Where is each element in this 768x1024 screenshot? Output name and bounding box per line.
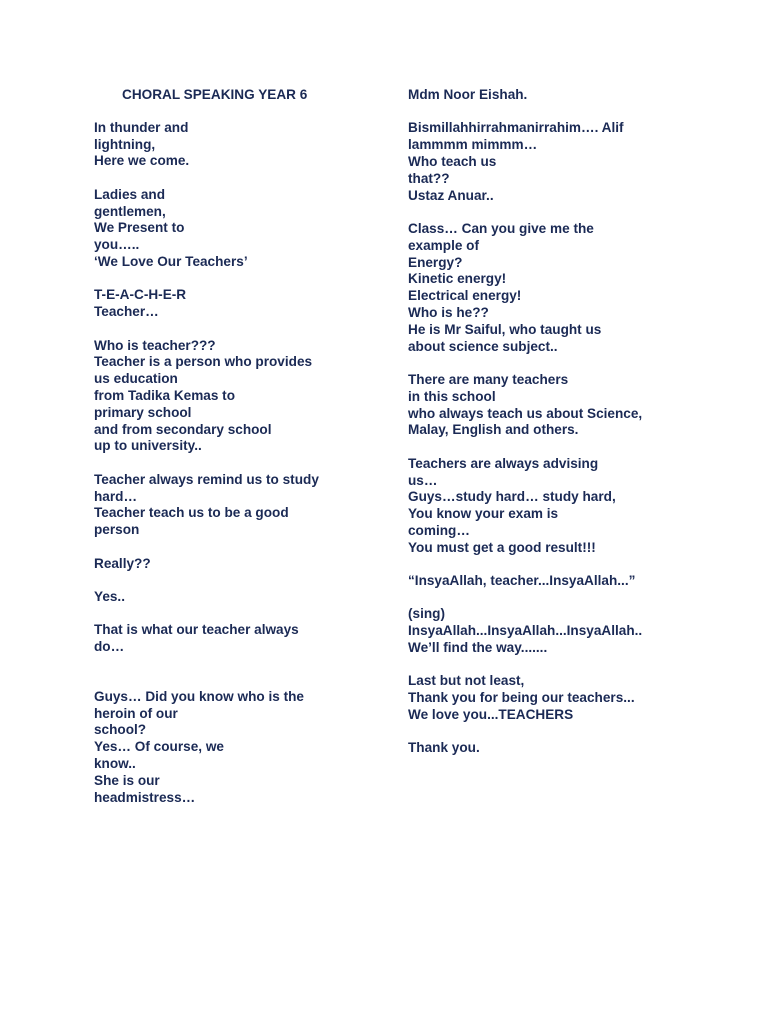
stanza <box>408 120 708 204</box>
left-column <box>94 87 384 823</box>
text-line: She is our <box>94 772 160 788</box>
text-line: In thunder and <box>94 119 189 135</box>
text-line: person <box>94 522 140 538</box>
text-line: You know your exam is <box>408 506 559 522</box>
stanza <box>408 606 708 656</box>
text-line: example of <box>408 237 480 253</box>
text-line: Teacher is a person who provides <box>94 354 313 370</box>
text-line: us education <box>94 371 178 387</box>
text-line: (sing) <box>408 606 445 622</box>
text-line: Here we come. <box>94 153 190 169</box>
text-line: Teachers are always advising <box>408 455 599 471</box>
stanza <box>94 287 384 321</box>
text-line: Kinetic energy! <box>408 271 507 287</box>
text-line: Who teach us <box>408 153 497 169</box>
stanza <box>408 673 708 723</box>
left-stanzas <box>94 120 384 807</box>
stanza <box>408 372 708 439</box>
text-line: T-E-A-C-H-E-R <box>94 287 187 303</box>
text-line: Yes.. <box>94 588 125 604</box>
text-line: lammmm mimmm… <box>408 137 538 153</box>
text-line: Energy? <box>408 254 463 270</box>
text-line: He is Mr Saiful, who taught us <box>408 321 602 337</box>
text-line: coming… <box>408 522 470 538</box>
text-line: Teacher… <box>94 304 159 320</box>
stanza <box>408 456 708 557</box>
text-line: gentlemen, <box>94 203 166 219</box>
text-line: you….. <box>94 237 140 253</box>
text-line: Yes… Of course, we <box>94 739 224 755</box>
text-line: headmistress… <box>94 789 196 805</box>
text-line: in this school <box>408 388 496 404</box>
text-line: Thank you for being our teachers... <box>408 690 635 706</box>
text-line: lightning, <box>94 136 156 152</box>
stanza <box>408 740 708 757</box>
stanza <box>94 120 384 170</box>
text-line: from Tadika Kemas to <box>94 387 236 403</box>
text-line: We Present to <box>94 220 185 236</box>
text-line: Who is teacher??? <box>94 337 216 353</box>
text-line: Ustaz Anuar.. <box>408 187 494 203</box>
text-line: We’ll find the way....... <box>408 640 548 656</box>
text-line: Last but not least, <box>408 673 525 689</box>
text-line: Really?? <box>94 555 151 571</box>
text-line: up to university.. <box>94 438 202 454</box>
text-line: Guys… Did you know who is the <box>94 688 304 704</box>
text-line: Electrical energy! <box>408 288 522 304</box>
stanza <box>94 689 384 807</box>
stanza <box>94 556 384 573</box>
text-line: That is what our teacher always <box>94 622 299 638</box>
text-line: hard… <box>94 488 138 504</box>
right-stanzas <box>408 87 708 757</box>
stanza <box>408 87 708 104</box>
text-line: Mdm Noor Eishah. <box>408 87 528 102</box>
text-line: school? <box>94 722 147 738</box>
text-line: about science subject.. <box>408 338 558 354</box>
text-line: us… <box>408 472 438 488</box>
text-line: that?? <box>408 170 450 186</box>
text-line: do… <box>94 639 125 655</box>
text-line: Who is he?? <box>408 304 489 320</box>
text-line: InsyaAllah...InsyaAllah...InsyaAllah.. <box>408 623 643 639</box>
stanza <box>94 187 384 271</box>
text-line: We love you...TEACHERS <box>408 707 574 723</box>
text-line: Teacher always remind us to study <box>94 471 319 487</box>
text-line: primary school <box>94 404 192 420</box>
text-line: Bismillahhirrahmanirrahim…. Alif <box>408 120 624 136</box>
text-line: who always teach us about Science, <box>408 405 643 421</box>
text-line: Ladies and <box>94 186 166 202</box>
text-line: Malay, English and others. <box>408 422 579 438</box>
text-line: Class… Can you give me the <box>408 220 594 236</box>
text-line: “InsyaAllah, teacher...InsyaAllah...” <box>408 573 636 589</box>
stanza <box>94 472 384 539</box>
text-line: ‘We Love Our Teachers’ <box>94 253 248 269</box>
text-line: There are many teachers <box>408 371 569 387</box>
text-line: Thank you. <box>408 740 480 756</box>
stanza <box>94 338 384 456</box>
page-title: CHORAL SPEAKING YEAR 6 <box>122 87 308 102</box>
text-line: Guys…study hard… study hard, <box>408 489 616 505</box>
text-line: know.. <box>94 756 136 772</box>
stanza <box>94 589 384 606</box>
stanza <box>94 622 384 656</box>
right-column <box>408 87 708 774</box>
text-line: heroin of our <box>94 705 178 721</box>
stanza <box>408 573 708 590</box>
text-line: Teacher teach us to be a good <box>94 505 289 521</box>
stanza <box>408 221 708 355</box>
text-line: You must get a good result!!! <box>408 539 596 555</box>
text-line: and from secondary school <box>94 421 272 437</box>
